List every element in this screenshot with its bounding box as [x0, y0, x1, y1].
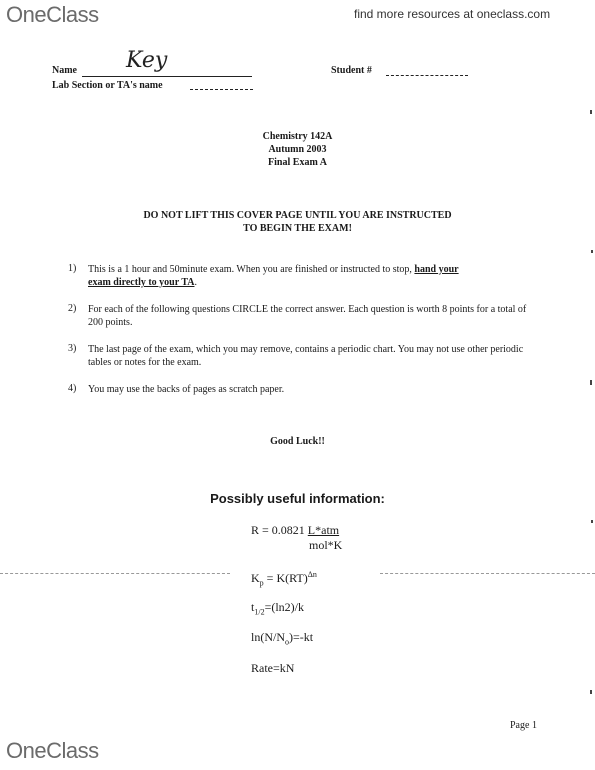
kp-subscript: p: [259, 578, 264, 588]
logo-text: OneClass: [6, 2, 99, 27]
instruction-3-text: The last page of the exam, which you may remove, contains a periodic chart. You may not use other periodic tables or notes for the exam.: [88, 344, 524, 368]
instruction-2-number: 2): [68, 303, 77, 314]
course-title: Chemistry 142A: [262, 131, 333, 142]
gas-constant-units-numerator: L*atm: [307, 523, 340, 537]
instruction-1: [88, 263, 528, 289]
page-number: Page 1: [510, 720, 537, 731]
oneclass-footer-logo[interactable]: [6, 738, 99, 764]
find-resources-link[interactable]: find more resources at oneclass.com: [354, 7, 551, 21]
instruction-2-text: For each of the following questions CIRCLE the correct answer. Each question is worth 8 points for a total of 200 points.: [88, 304, 527, 328]
half-life-formula: [251, 600, 304, 616]
ln-part-b: )=-kt: [289, 630, 314, 644]
scan-edge-mark: [590, 380, 592, 385]
course-term: Autumn 2003: [268, 144, 327, 155]
instruction-4-number: 4): [68, 383, 77, 394]
scan-edge-mark: [590, 690, 592, 694]
kp-symbol: K: [251, 571, 260, 585]
half-life-t: t: [251, 600, 255, 614]
scan-edge-mark: [591, 250, 593, 253]
useful-info-heading: Possibly useful information:: [210, 491, 385, 506]
first-order-formula: [251, 630, 313, 646]
student-number-line: [386, 63, 468, 76]
lab-section-label: Lab Section or TA's name: [52, 80, 163, 91]
lab-section-line: [190, 77, 253, 90]
name-value-handwritten: Key: [126, 48, 168, 73]
good-luck: Good Luck!!: [270, 436, 325, 447]
kp-formula: [251, 570, 317, 587]
scan-edge-mark: [590, 110, 592, 114]
instruction-3-number: 3): [68, 343, 77, 354]
half-life-rest: =(ln2)/k: [264, 600, 305, 614]
instruction-1-emphasis: hand your: [414, 264, 459, 275]
instruction-4-text: You may use the backs of pages as scratch paper.: [88, 384, 285, 395]
kp-rest: = K(RT): [263, 571, 308, 585]
warning-line-1: DO NOT LIFT THIS COVER PAGE UNTIL YOU ARE INSTRUCTED: [143, 210, 452, 221]
instruction-1-period: .: [194, 277, 197, 288]
oneclass-logo[interactable]: [6, 2, 99, 28]
ln-part-a: ln(N/N: [251, 630, 285, 644]
kp-superscript: Δn: [307, 570, 317, 579]
ln-subscript: o: [285, 637, 289, 647]
scan-artifact-dash-left: [0, 573, 230, 574]
warning-line-2: TO BEGIN THE EXAM!: [243, 223, 352, 234]
footer-logo-text: OneClass: [6, 738, 99, 763]
gas-constant-units-denominator: mol*K: [309, 538, 343, 552]
name-label: Name: [52, 65, 77, 76]
half-life-subscript: 1/2: [254, 607, 265, 617]
scan-artifact-dash-right: [380, 573, 595, 574]
student-number-label: Student #: [331, 65, 372, 76]
scan-edge-mark: [591, 520, 593, 523]
gas-constant-formula: [251, 523, 339, 538]
instruction-1-emphasis-2: exam directly to your TA: [88, 277, 195, 288]
instruction-1-text: This is a 1 hour and 50minute exam. When you are finished or instructed to stop,: [88, 264, 415, 275]
exam-name: Final Exam A: [268, 157, 327, 168]
gas-constant-prefix: R = 0.0821: [251, 523, 308, 537]
instruction-1-number: 1): [68, 263, 77, 274]
rate-formula: Rate=kN: [251, 661, 295, 675]
